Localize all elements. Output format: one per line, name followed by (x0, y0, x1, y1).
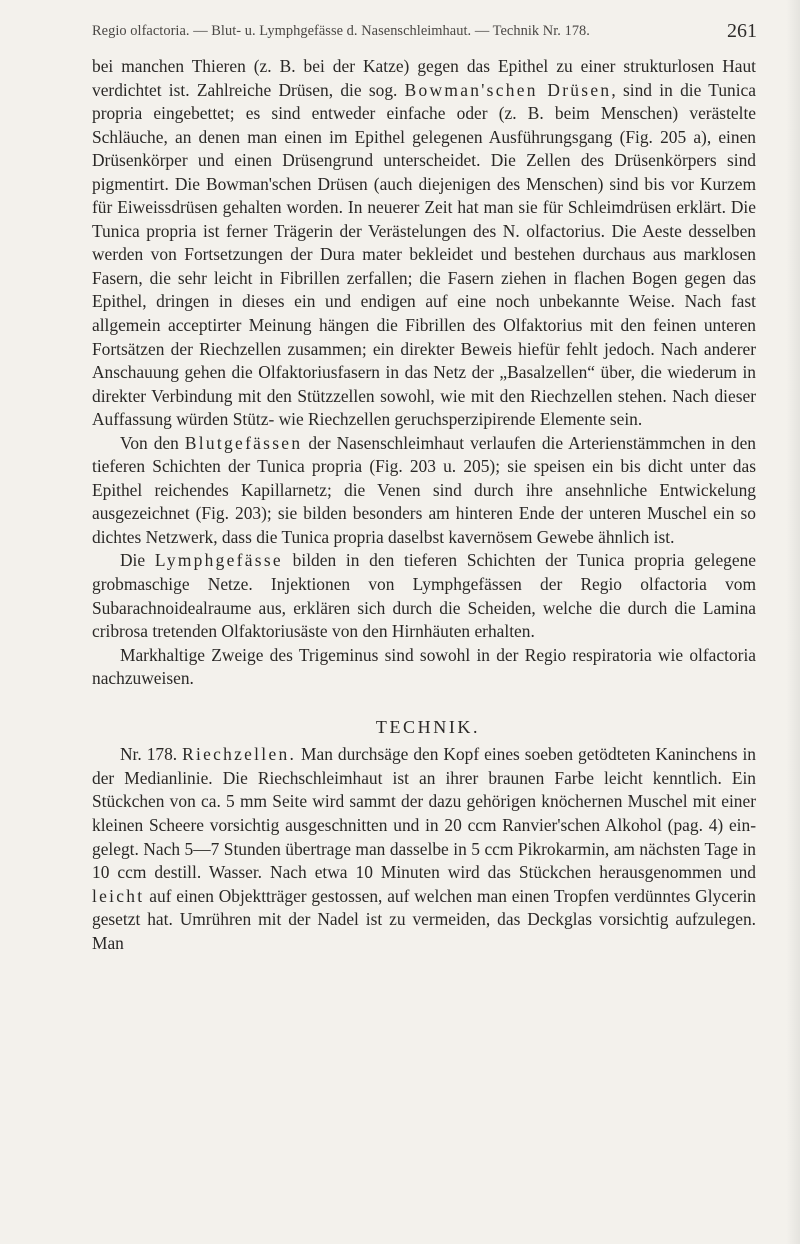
text-run: , sind in die Tunica propria eingebettet; es sind entweder einfache oder (z. B. beim Menschen) verästelte Schläuche, an denen man einen im Epithel gelegenen Ausführungsgang (Fig. 205 a), einen Drüsenkörper und einen Drüsengrund unterscheidet. Die Zellen des Drüsenkörpers sind pigmentirt. Die Bowman'schen Drüsen (auch diejenigen des Menschen) sind bis vor Kurzem für Eiweissdrüsen gehalten worden. In neuerer Zeit hat man sie für Schleimdrüsen erklärt. Die Tunica propria ist ferner Trägerin der Verästelungen des N. olfactorius. Die Aeste desselben werden von Fortsetzungen der Dura mater bekleidet und bestehen durchaus aus marklosen Fasern, die sehr leicht in Fibrillen zerfallen; die Fasern ziehen in flachen Bogen gegen das Epithel, dringen in dieses ein und endigen auf eine noch unbekannte Weise. Nach fast allgemein acceptirter Meinung hängen die Fibrillen des Olfaktorius mit den feinen unteren Fortsätzen der Riechzellen zusammen; ein direkter Beweis hiefür fehlt jedoch. Nach anderer Anschauung gehen die Olfaktoriusfasern in das Netz der „Basalzellen“ über, die wiederum in direkter Verbindung mit den Stützzellen sowohl, wie mit den Riechzellen stehen. Nach dieser Auffassung würden Stütz- wie Riechzellen geruchsperzipirende Elemente sein. (92, 79, 756, 430)
spaced-term: Lymphgefässe (154, 550, 283, 571)
page-edge-shadow (786, 0, 800, 1244)
text-run: auf einen Objektträger gestossen, auf welchen man einen Tropfen verdünntes Glycerin gesetzt hat. Umrühren mit der Nadel ist zu vermeiden, das Deckglas vorsichtig aufzulegen. Man (92, 885, 756, 953)
paragraph-trigeminus (92, 644, 756, 691)
paragraph-technik-nr-178 (92, 743, 756, 955)
text-run: bei manchen Thieren (z. B. bei der Katze) gegen das Epithel zu einer strukturlosen Haut verdichtet ist. Zahlreiche Drüsen, die sog. (92, 56, 756, 100)
paragraph-lymphgefaesse (92, 549, 756, 643)
text-run: bilden in den tieferen Schichten der Tunica propria gelegene grobmaschige Netze. Injektionen von Lymphgefässen der Regio olfactoria vom Subarachnoidealraume aus, erklären sich durch die Scheiden, welche die durch die Lamina cribrosa tretenden Olfaktoriusäste von den Hirnhäuten erhalten. (92, 550, 756, 642)
section-heading-technik: TECHNIK. (375, 716, 481, 737)
text-run: Man durchsäge den Kopf eines soeben getödteten Kaninchens in der Medianlinie. Die Riechschleimhaut ist an ihrer braunen Farbe leicht kenntlich. Ein Stückchen von ca. 5 mm Seite wird sammt der dazu gehörigen knöchernen Muschel mit einer kleinen Scheere vorsichtig ausgeschnitten und in 20 ccm Ranvier'schen Alkohol (pag. 4) eingelegt. Nach 5—7 Stunden übertrage man dasselbe in 5 ccm Pikrokarmin, am nächsten Tage in 10 ccm destill. Wasser. Nach etwa 10 Minuten wird das Stückchen herausgenommen und (92, 744, 756, 883)
spaced-term: Blutgefässen (184, 432, 303, 453)
spaced-term: leicht (92, 885, 145, 906)
page-body (92, 55, 756, 955)
running-title: Regio olfactoria. — Blut- u. Lymphgefässe d. Nasenschleimhaut. — Technik Nr. 178. (92, 23, 590, 39)
paragraph-epithel-druesen (92, 55, 756, 432)
spaced-term: Riechzellen. (182, 744, 297, 765)
spaced-term: Bowman'schen Drüsen (404, 79, 612, 100)
page-header (92, 20, 757, 46)
text-run: Von den (120, 432, 185, 453)
paragraph-blutgefaesse (92, 432, 756, 550)
text-run: der Nasenschleimhaut verlaufen die Arterienstämmchen in den tieferen Schichten der Tunica propria (Fig. 203 u. 205); sie speisen ein bis dicht unter das Epithel reichendes Kapillarnetz; die Venen sind durch ihre ansehnliche Entwickelung ausgezeichnet (Fig. 203); sie bilden besonders am hinteren Ende der unteren Muschel ein so dichtes Netzwerk, dass die Tunica propria daselbst kavernösem Gewebe ähnlich ist. (92, 432, 756, 547)
text-run: Markhaltige Zweige des Trigeminus sind sowohl in der Regio respiratoria wie olfactoria nachzuweisen. (92, 644, 756, 689)
page-number: 261 (727, 20, 757, 42)
text-run: Die (120, 550, 155, 571)
text-run: Nr. 178. (120, 744, 183, 765)
